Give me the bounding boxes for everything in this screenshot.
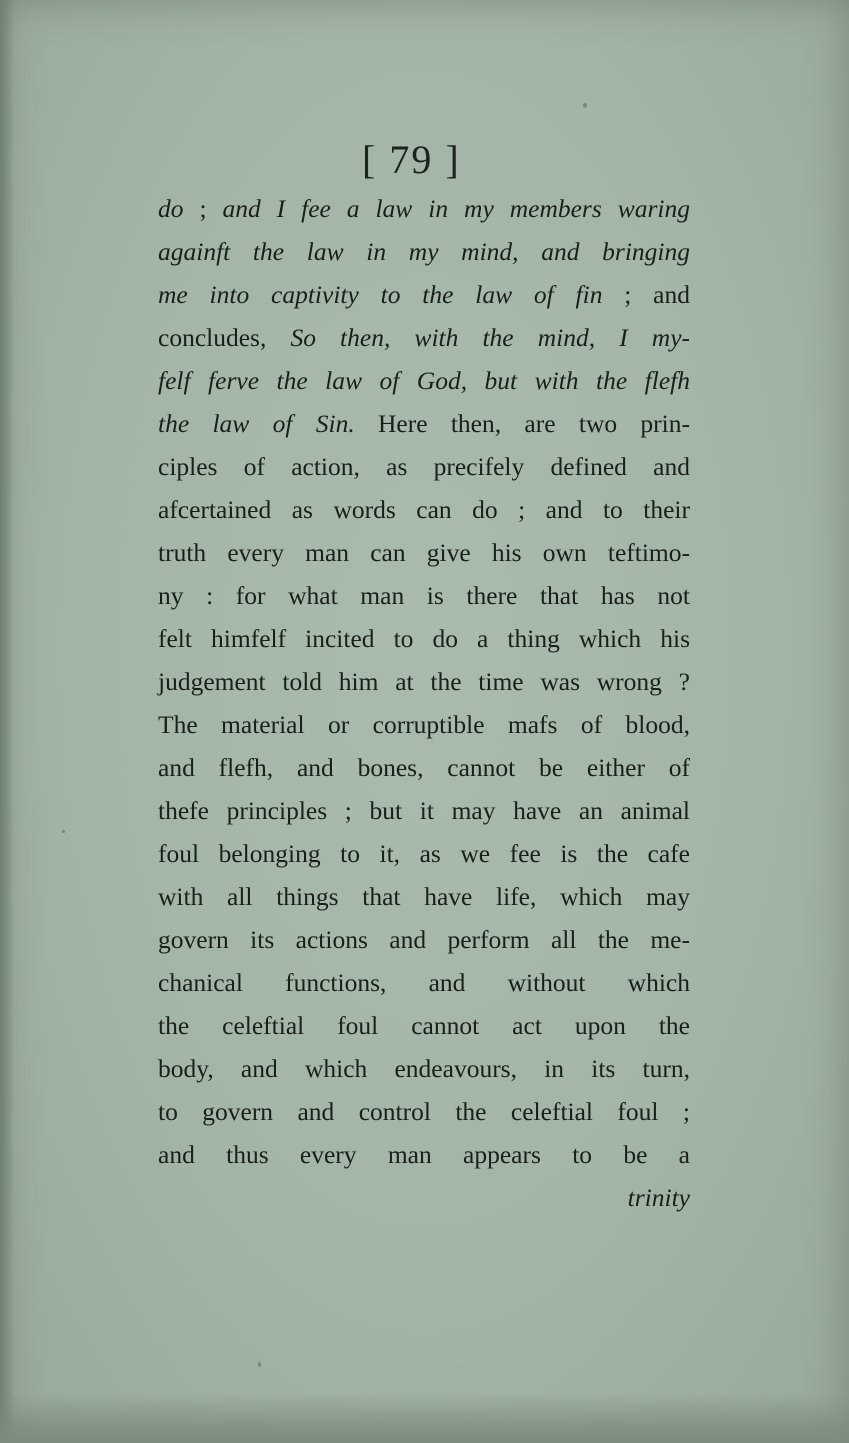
text-segment: concludes, — [158, 323, 291, 352]
text-line — [158, 273, 690, 316]
catchword: trinity — [627, 1183, 690, 1212]
text-line — [158, 445, 690, 488]
page-edge-bottom — [0, 1393, 849, 1443]
text-line — [158, 574, 690, 617]
text-segment: ; — [183, 194, 223, 223]
page-edge-left — [0, 0, 14, 1443]
text-line — [158, 832, 690, 875]
text-segment: felf ferve the law of God, but with the flefh — [158, 366, 690, 395]
text-segment: govern its actions and perform all the me- — [158, 925, 690, 954]
text-line — [158, 746, 690, 789]
page-number: [ 79 ] — [362, 137, 461, 182]
text-segment: chanical functions, and without which — [158, 968, 690, 997]
text-line — [158, 402, 690, 445]
ink-spot — [62, 830, 65, 833]
text-line — [158, 660, 690, 703]
text-line — [158, 1133, 690, 1176]
text-line — [158, 1004, 690, 1047]
text-line — [158, 875, 690, 918]
text-line — [158, 488, 690, 531]
text-segment: to govern and control the celeftial foul ; — [158, 1097, 690, 1126]
ink-spot — [583, 103, 587, 108]
text-line — [158, 230, 690, 273]
text-line — [158, 789, 690, 832]
text-segment: and flefh, and bones, cannot be either of — [158, 753, 690, 782]
text-segment: ny : for what man is there that has not — [158, 581, 690, 610]
text-segment: ; and — [602, 280, 690, 309]
text-segment: Here then, are two prin- — [354, 409, 690, 438]
text-segment: judgement told him at the time was wrong ? — [158, 667, 690, 696]
text-segment: So then, with the mind, I my- — [290, 323, 691, 352]
text-segment: The material or corruptible mafs of blood, — [158, 710, 690, 739]
text-segment: afcertained as words can do ; and to their — [158, 495, 690, 524]
text-line — [158, 617, 690, 660]
text-segment: thefe principles ; but it may have an animal — [158, 796, 690, 825]
text-segment: body, and which endeavours, in its turn, — [158, 1054, 690, 1083]
text-segment: felt himfelf incited to do a thing which his — [158, 624, 690, 653]
text-segment: foul belonging to it, as we fee is the cafe — [158, 839, 690, 868]
text-line — [158, 703, 690, 746]
body-text — [158, 187, 690, 1219]
text-segment: do — [158, 194, 184, 223]
text-segment: againft the law in my mind, and bringing — [158, 237, 690, 266]
text-segment: with all things that have life, which may — [158, 882, 690, 911]
text-line — [158, 961, 690, 1004]
text-segment: the celeftial foul cannot act upon the — [158, 1011, 690, 1040]
text-line — [158, 918, 690, 961]
text-segment: ciples of action, as precifely defined and — [158, 452, 690, 481]
text-segment: truth every man can give his own teftimo- — [158, 538, 690, 567]
text-line — [158, 187, 690, 230]
text-segment: me into captivity to the law of fin — [158, 280, 603, 309]
text-segment: and thus every man appears to be a — [158, 1140, 690, 1169]
text-line — [158, 531, 690, 574]
text-line — [158, 359, 690, 402]
ink-spot — [258, 1362, 261, 1367]
text-segment: and I fee a law in my members waring — [222, 194, 690, 223]
text-segment: the law of Sin. — [158, 409, 355, 438]
text-line — [158, 316, 690, 359]
text-line — [158, 1090, 690, 1133]
text-line — [158, 1047, 690, 1090]
